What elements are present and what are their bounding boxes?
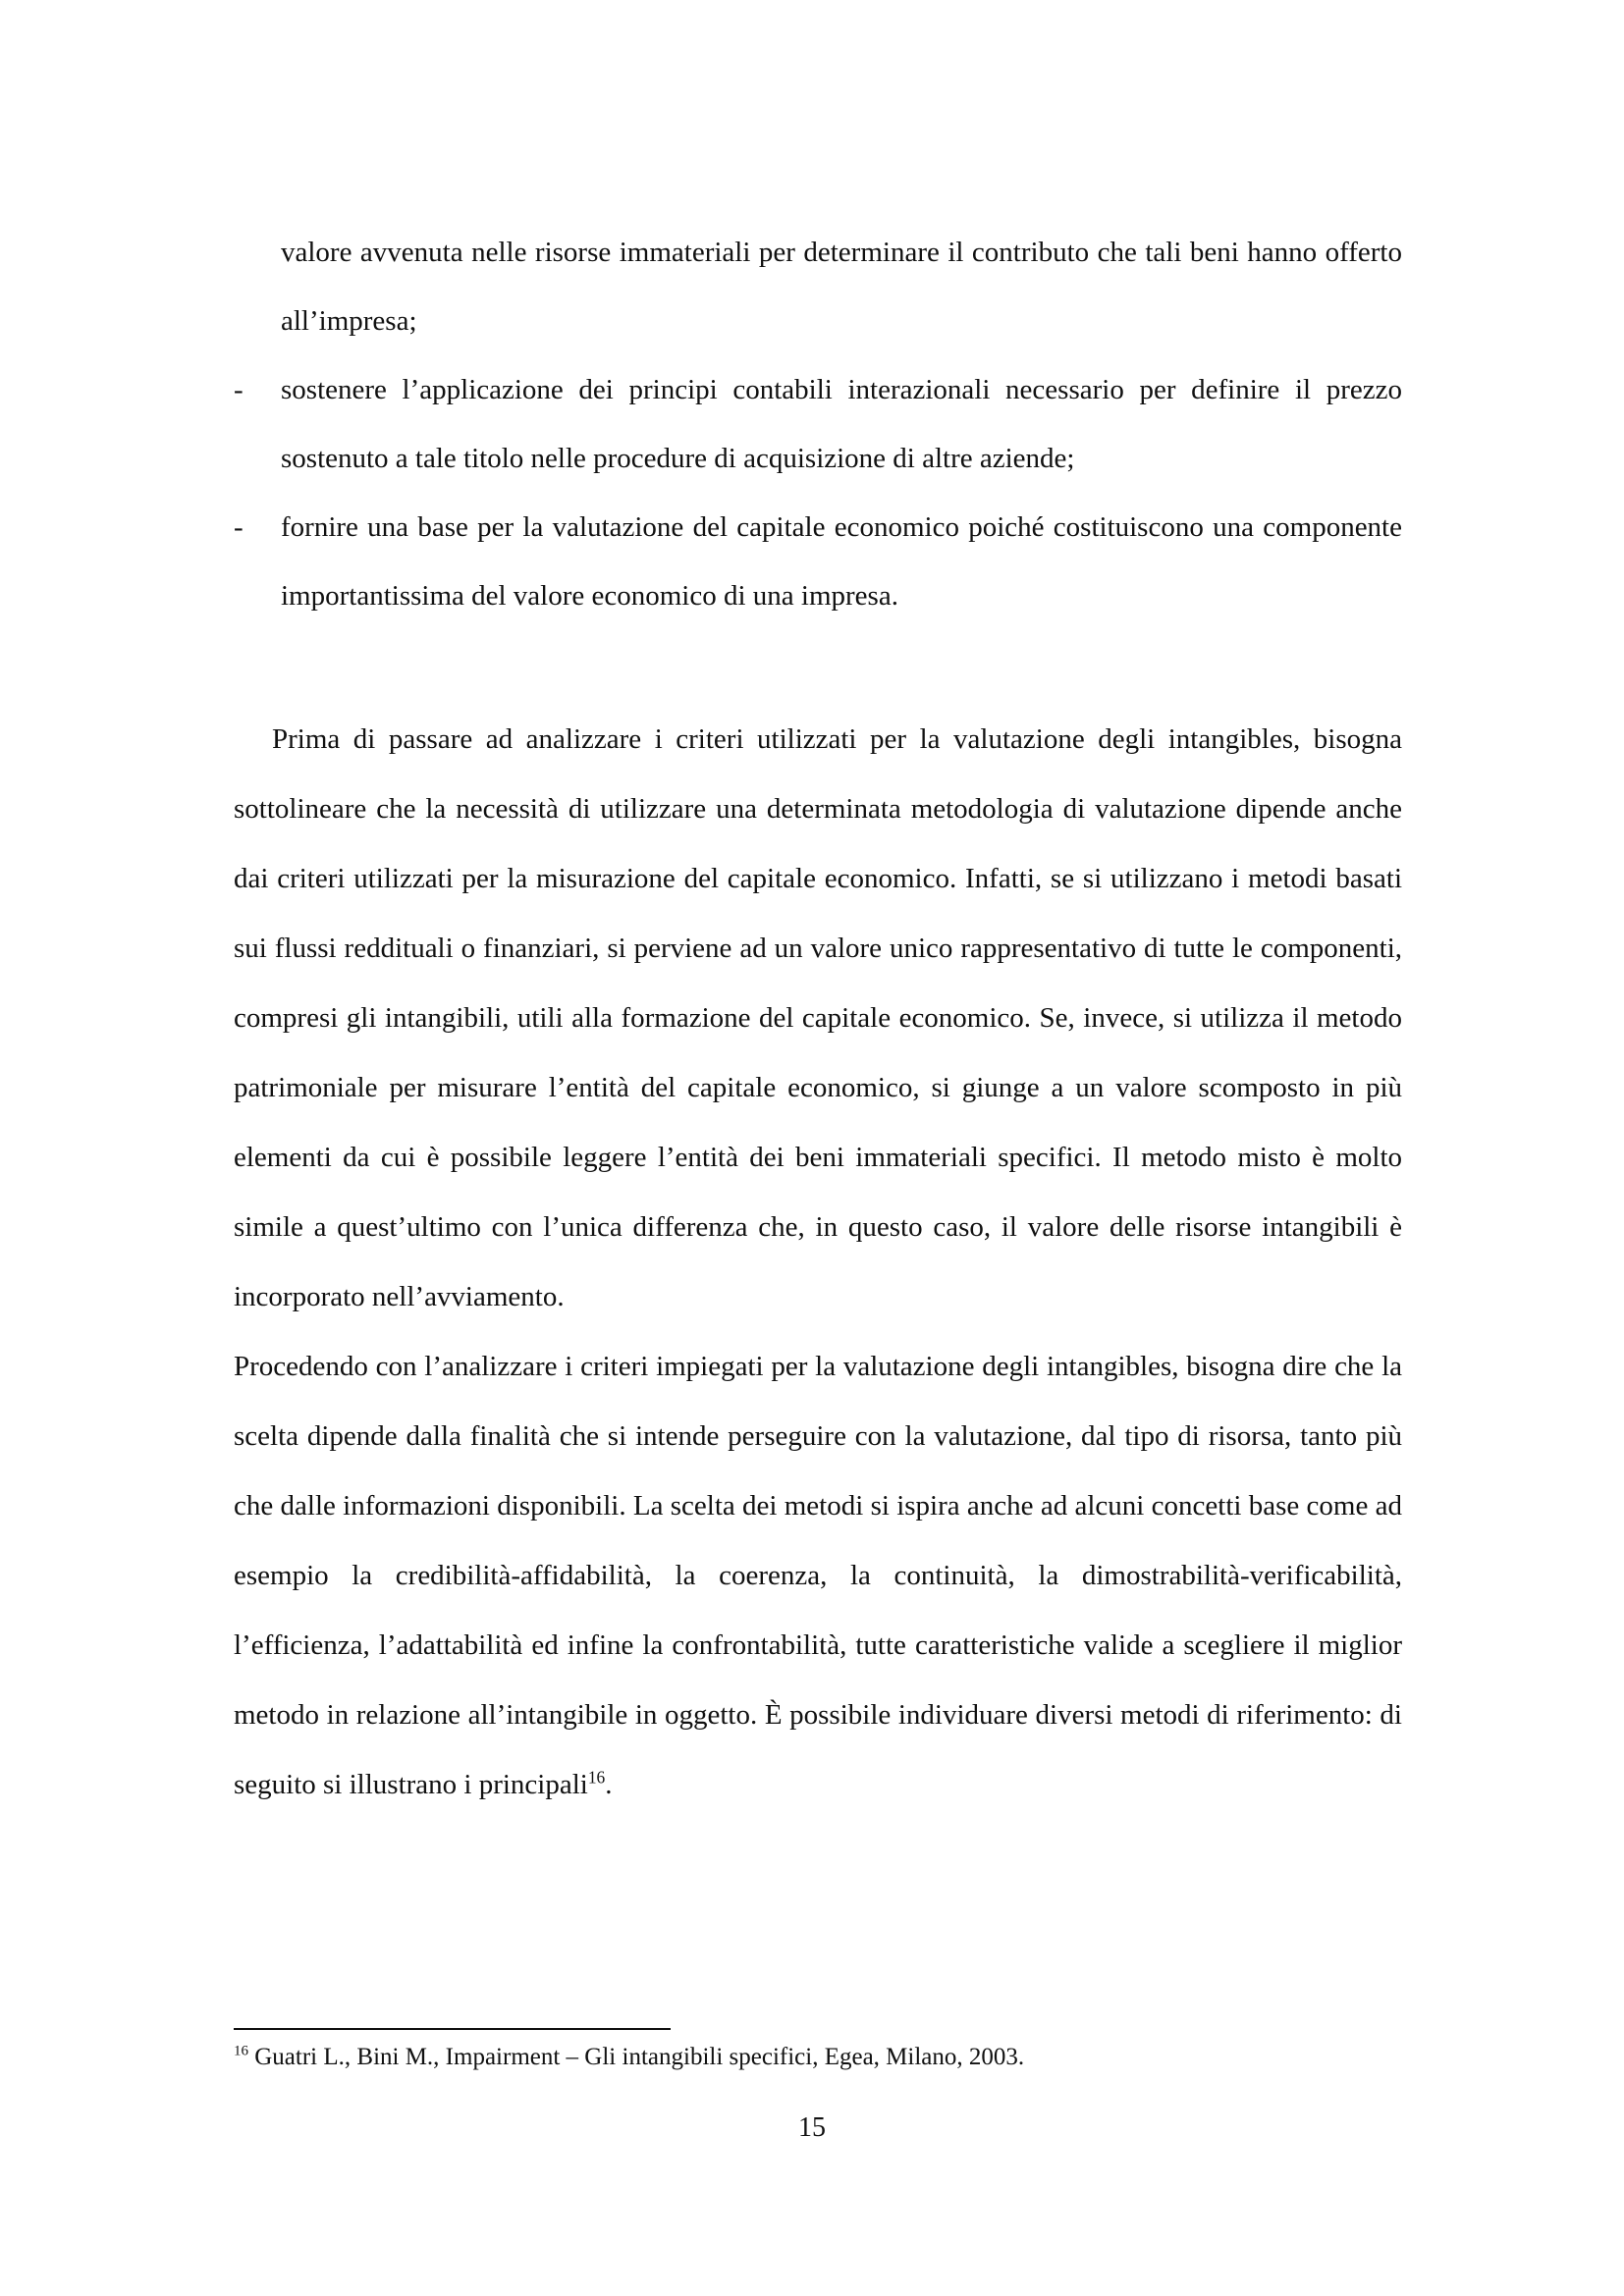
paragraph-text: Procedendo con l’analizzare i criteri impiegati per la valutazione degli intangibles, bisogna dire che la scelta dipende dalla finalità che si intende perseguire con la valutazione, dal tipo di risorsa, tanto più che dalle informazioni disponibili. La scelta dei metodi si ispira anche ad alcuni concetti base come ad esempio la credibilità-affidabilità, la coerenza, la continuità, la dimostrabilità-verificabilità, l’efficienza, l’adattabilità ed infine la confrontabilità, tutte caratteristiche valide a scegliere il miglior metodo in relazione all’intangibile in oggetto. È possibile individuare diversi metodi di riferimento: di seguito si illustrano i principali [234, 1351, 1402, 1800]
list-item-text: sostenere l’applicazione dei principi contabili interazionali necessario per definire il prezzo sostenuto a tale titolo nelle procedure di acquisizione di altre aziende; [281, 374, 1402, 474]
footnote-reference: 16 [587, 1767, 606, 1788]
list-dash: - [234, 511, 244, 543]
page-number: 15 [798, 2112, 826, 2143]
paragraph: Procedendo con l’analizzare i criteri impiegati per la valutazione degli intangibles, bisogna dire che la scelta dipende dalla finalità che si intende perseguire con la valutazione, dal tipo di risorsa, tanto più che dalle informazioni disponibili. La scelta dei metodi si ispira anche ad alcuni concetti base come ad esempio la credibilità-affidabilità, la coerenza, la continuità, la dimostrabilità-verificabilità, l’efficienza, l’adattabilità ed infine la confrontabilità, tutte caratteristiche valide a scegliere il miglior metodo in relazione all’intangibile in oggetto. È possibile individuare diversi metodi di riferimento: di seguito si illustrano i principali$^{16}$. [234, 1351, 1402, 1800]
list-item [234, 355, 1402, 493]
list-item-text: fornire una base per la valutazione del capitale economico poiché costituiscono una componente importantissima del valore economico di una impresa. [281, 511, 1402, 612]
body-text [234, 705, 1402, 1820]
list-dash: - [234, 374, 244, 405]
footnote [234, 2040, 1402, 2075]
list-item-continued [234, 218, 1402, 355]
list-item-text: valore avvenuta nelle risorse immateriali per determinare il contributo che tali beni hanno offerto all’impresa; [281, 237, 1402, 337]
paragraph [234, 705, 1402, 1332]
bullet-list [234, 218, 1402, 630]
footnote-number: 16 [234, 2043, 248, 2059]
paragraph-text: Prima di passare ad analizzare i criteri utilizzati per la valutazione degli intangibles, bisogna sottolineare che la necessità di utilizzare una determinata metodologia di valutazione dipende anche dai criteri utilizzati per la misurazione del capitale economico. Infatti, se si utilizzano i metodi basati sui flussi reddituali o finanziari, si perviene ad un valore unico rappresentativo di tutte le componenti, compresi gli intangibili, utili alla formazione del capitale economico. Se, invece, si utilizza il metodo patrimoniale per misurare l’entità del capitale economico, si giunge a un valore scomposto in più elementi da cui è possibile leggere l’entità dei beni immateriali specifici. Il metodo misto è molto simile a quest’ultimo con l’unica differenza che, in questo caso, il valore delle risorse intangibili è incorporato nell’avviamento. [234, 723, 1402, 1312]
list-item [234, 493, 1402, 630]
footnote-divider [234, 2028, 671, 2030]
footnote-text: Guatri L., Bini M., Impairment – Gli intangibili specifici, Egea, Milano, 2003. [254, 2044, 1025, 2070]
